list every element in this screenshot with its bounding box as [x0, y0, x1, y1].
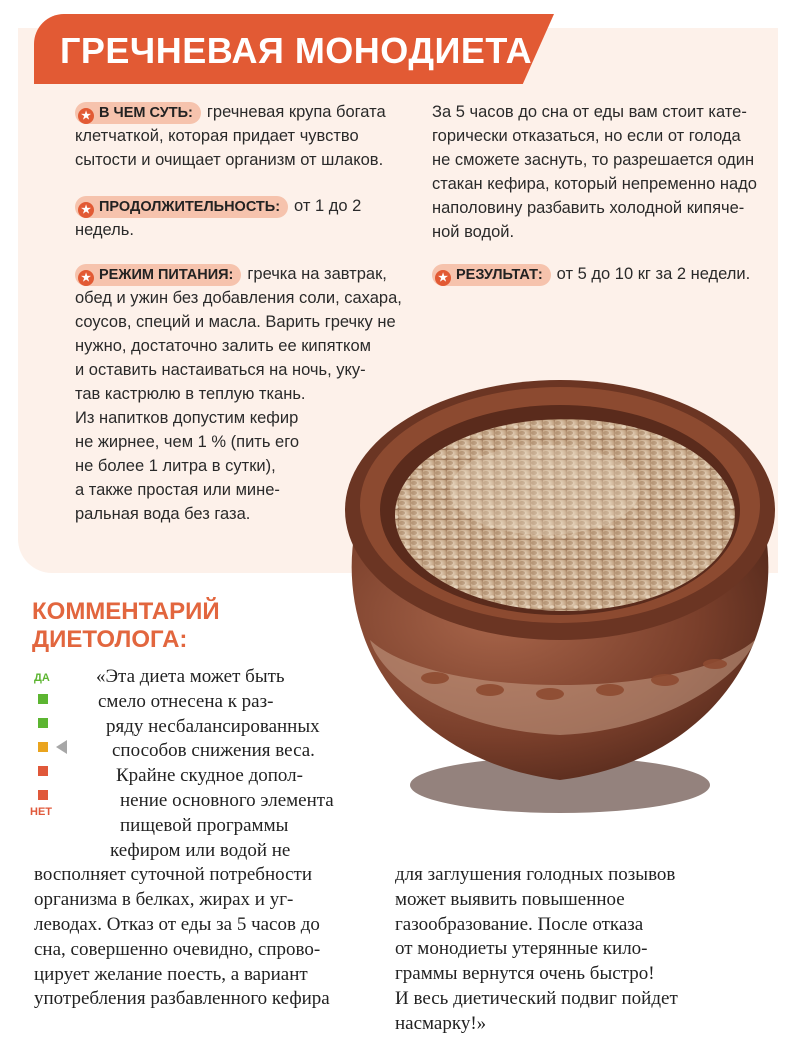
section-essence [75, 100, 405, 172]
quote-line: способов снижения веса. [112, 740, 315, 762]
text-line: За 5 часов до сна от еды вам стоит кате- [432, 103, 747, 121]
quote-line: Крайне скудное допол- [116, 765, 303, 787]
section-label-essence: ★ В ЧЕМ СУТЬ: [75, 102, 201, 124]
quote-line: восполняет суточной потребности [34, 864, 313, 886]
quote-line: кефиром или водой не [110, 839, 291, 861]
text-line: от 5 до 10 кг за 2 недели. [556, 265, 751, 283]
text-line: ральная вода без газа. [75, 505, 251, 523]
text-line: наполовину разбавить холодной кипяче- [432, 199, 745, 217]
text-line: клетчаткой, которая придает чувство [75, 127, 359, 145]
text-line: а также простая или мине- [75, 481, 280, 499]
quote-line: насмарку!» [395, 1012, 487, 1034]
text-line: гречневая крупа богата [206, 103, 386, 121]
text-line: не более 1 литра в сутки), [75, 457, 276, 475]
quote-line: «Эта диета может быть [96, 666, 285, 687]
text-line: нужно, достаточно залить ее кипятком [75, 337, 371, 355]
quote-line: сна, совершенно очевидно, спрово- [34, 938, 321, 960]
star-badge-icon: ★ [78, 270, 94, 286]
quote-line: газообразование. После отказа [395, 913, 644, 935]
text-line: горически отказаться, но если от голода [432, 127, 741, 145]
quote-line: может выявить повышенное [395, 888, 625, 910]
star-badge-icon: ★ [78, 108, 94, 124]
section-label-duration: ★ ПРОДОЛЖИТЕЛЬНОСТЬ: [75, 196, 288, 218]
text-line: тав кастрюлю в теплую ткань. [75, 385, 306, 403]
quote-line: организма в белках, жирах и уг- [34, 889, 294, 911]
text-line: сытости и очищает организм от шлаков. [75, 151, 384, 169]
section-label-result: ★ РЕЗУЛЬТАТ: [432, 264, 551, 286]
text-line: обед и ужин без добавления соли, сахара, [75, 289, 402, 307]
comment-heading: КОММЕНТАРИЙ ДИЕТОЛОГА: [32, 598, 220, 653]
quote-line: от монодиеты утерянные кило- [395, 938, 648, 960]
scale-label-no: НЕТ [30, 806, 52, 818]
quote-line: цирует желание поесть, а вариант [34, 963, 308, 985]
section-result [432, 262, 772, 286]
quote-line: граммы вернутся очень быстро! [395, 963, 655, 985]
section-evening [432, 100, 772, 244]
scale-label-yes: ДА [34, 672, 50, 684]
text-line: стакан кефира, который непременно надо [432, 175, 757, 193]
text-line: соусов, специй и масла. Варить гречку не [75, 313, 396, 331]
quote-line: леводах. Отказ от еды за 5 часов до [34, 913, 320, 935]
text-line: не жирнее, чем 1 % (пить его [75, 433, 300, 451]
quote-line: пищевой программы [120, 814, 289, 836]
text-line: Из напитков допустим кефир [75, 409, 299, 427]
text-line: и оставить настаиваться на ночь, уку- [75, 361, 366, 379]
text-line: ной водой. [432, 223, 515, 241]
star-badge-icon: ★ [435, 270, 451, 286]
comment-quote-col2 [395, 863, 780, 1037]
text-line: не сможете заснуть, то разрешается один [432, 151, 755, 169]
text-line: от 1 до 2 [294, 197, 362, 215]
text-line: недель. [75, 221, 134, 239]
section-label-regime: ★ РЕЖИМ ПИТАНИЯ: [75, 264, 241, 286]
quote-line: нение основного элемента [120, 789, 334, 811]
quote-line: И весь диетический подвиг пойдет [395, 987, 678, 1009]
star-badge-icon: ★ [78, 202, 94, 218]
quote-line: ряду несбалансированных [106, 715, 320, 737]
page-title: ГРЕЧНЕВАЯ МОНОДИЕТА [60, 30, 533, 71]
comment-quote-col1 [34, 665, 389, 1012]
quote-line: употребления разбавленного кефира [34, 988, 330, 1010]
quote-line: для заглушения голодных позывов [395, 864, 676, 885]
section-duration [75, 194, 405, 242]
quote-line: смело отнесена к раз- [98, 690, 274, 712]
text-line: гречка на завтрак, [247, 265, 387, 283]
